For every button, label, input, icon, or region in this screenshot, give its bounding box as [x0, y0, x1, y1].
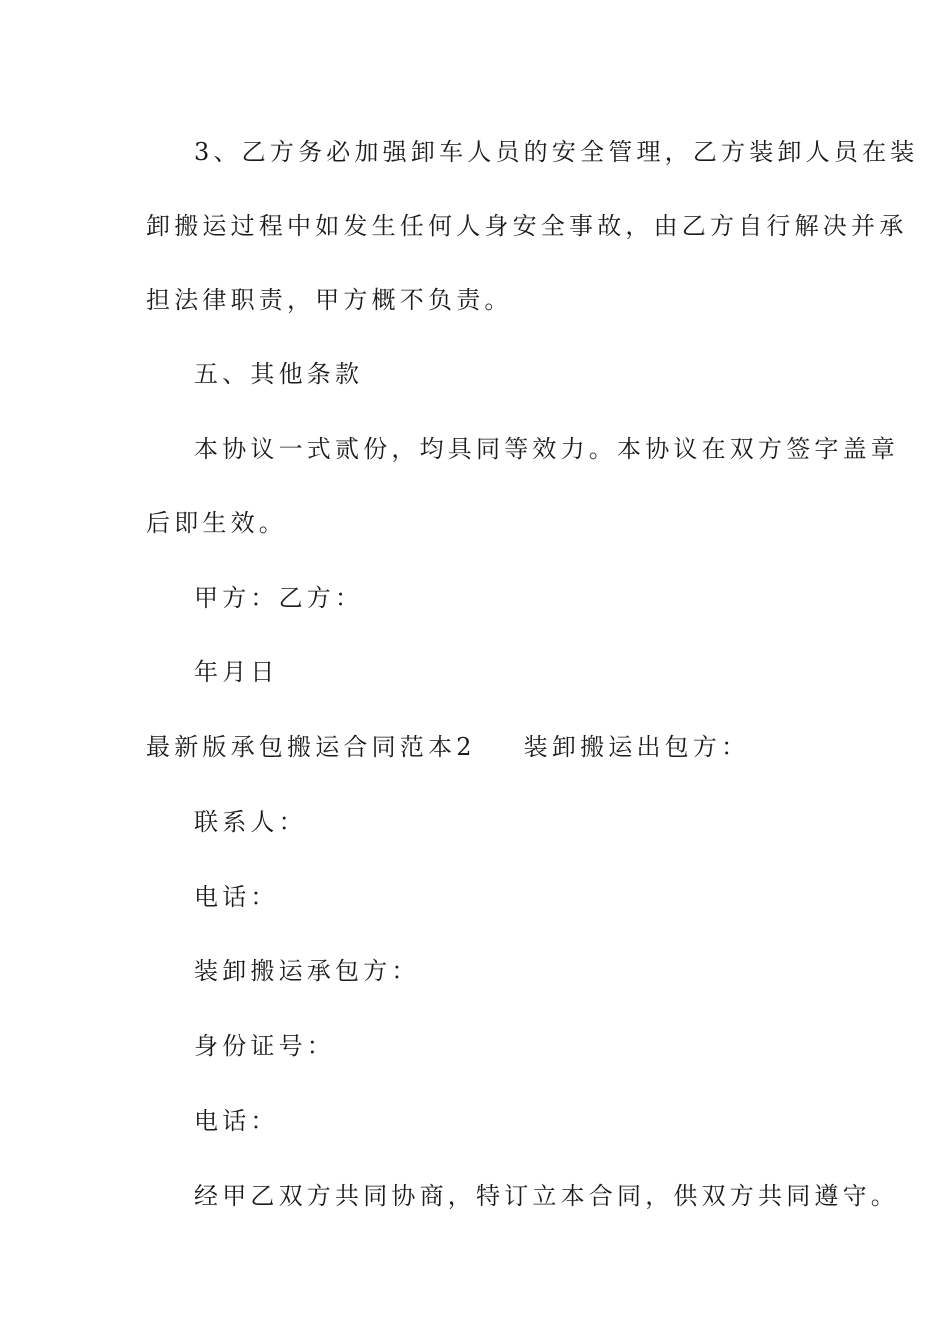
contact-field: 联系人：	[194, 808, 307, 836]
section-title-line	[146, 731, 749, 763]
phone-field: 电话：	[194, 1107, 279, 1135]
date-line: 年月日	[194, 658, 279, 686]
section-title-party: 装卸搬运出包方：	[523, 733, 750, 761]
paragraph-line: 3、乙方务必加强卸车人员的安全管理，乙方装卸人员在装	[194, 138, 919, 166]
paragraph-line: 担法律职责，甲方概不负责。	[146, 286, 513, 314]
phone-field: 电话：	[194, 883, 279, 911]
paragraph-line: 卸搬运过程中如发生任何人身安全事故，由乙方自行解决并承	[146, 212, 908, 240]
section-title: 最新版承包搬运合同范本2	[146, 733, 476, 761]
section-heading: 五、其他条款	[194, 360, 364, 388]
closing-paragraph: 经甲乙双方共同协商，特订立本合同，供双方共同遵守。	[194, 1182, 899, 1210]
paragraph-line: 本协议一式贰份，均具同等效力。本协议在双方签字盖章	[194, 435, 899, 463]
signature-line: 甲方：乙方：	[194, 584, 364, 612]
contractor-field: 装卸搬运承包方：	[194, 957, 420, 985]
paragraph-line: 后即生效。	[146, 509, 287, 537]
id-number-field: 身份证号：	[194, 1032, 335, 1060]
